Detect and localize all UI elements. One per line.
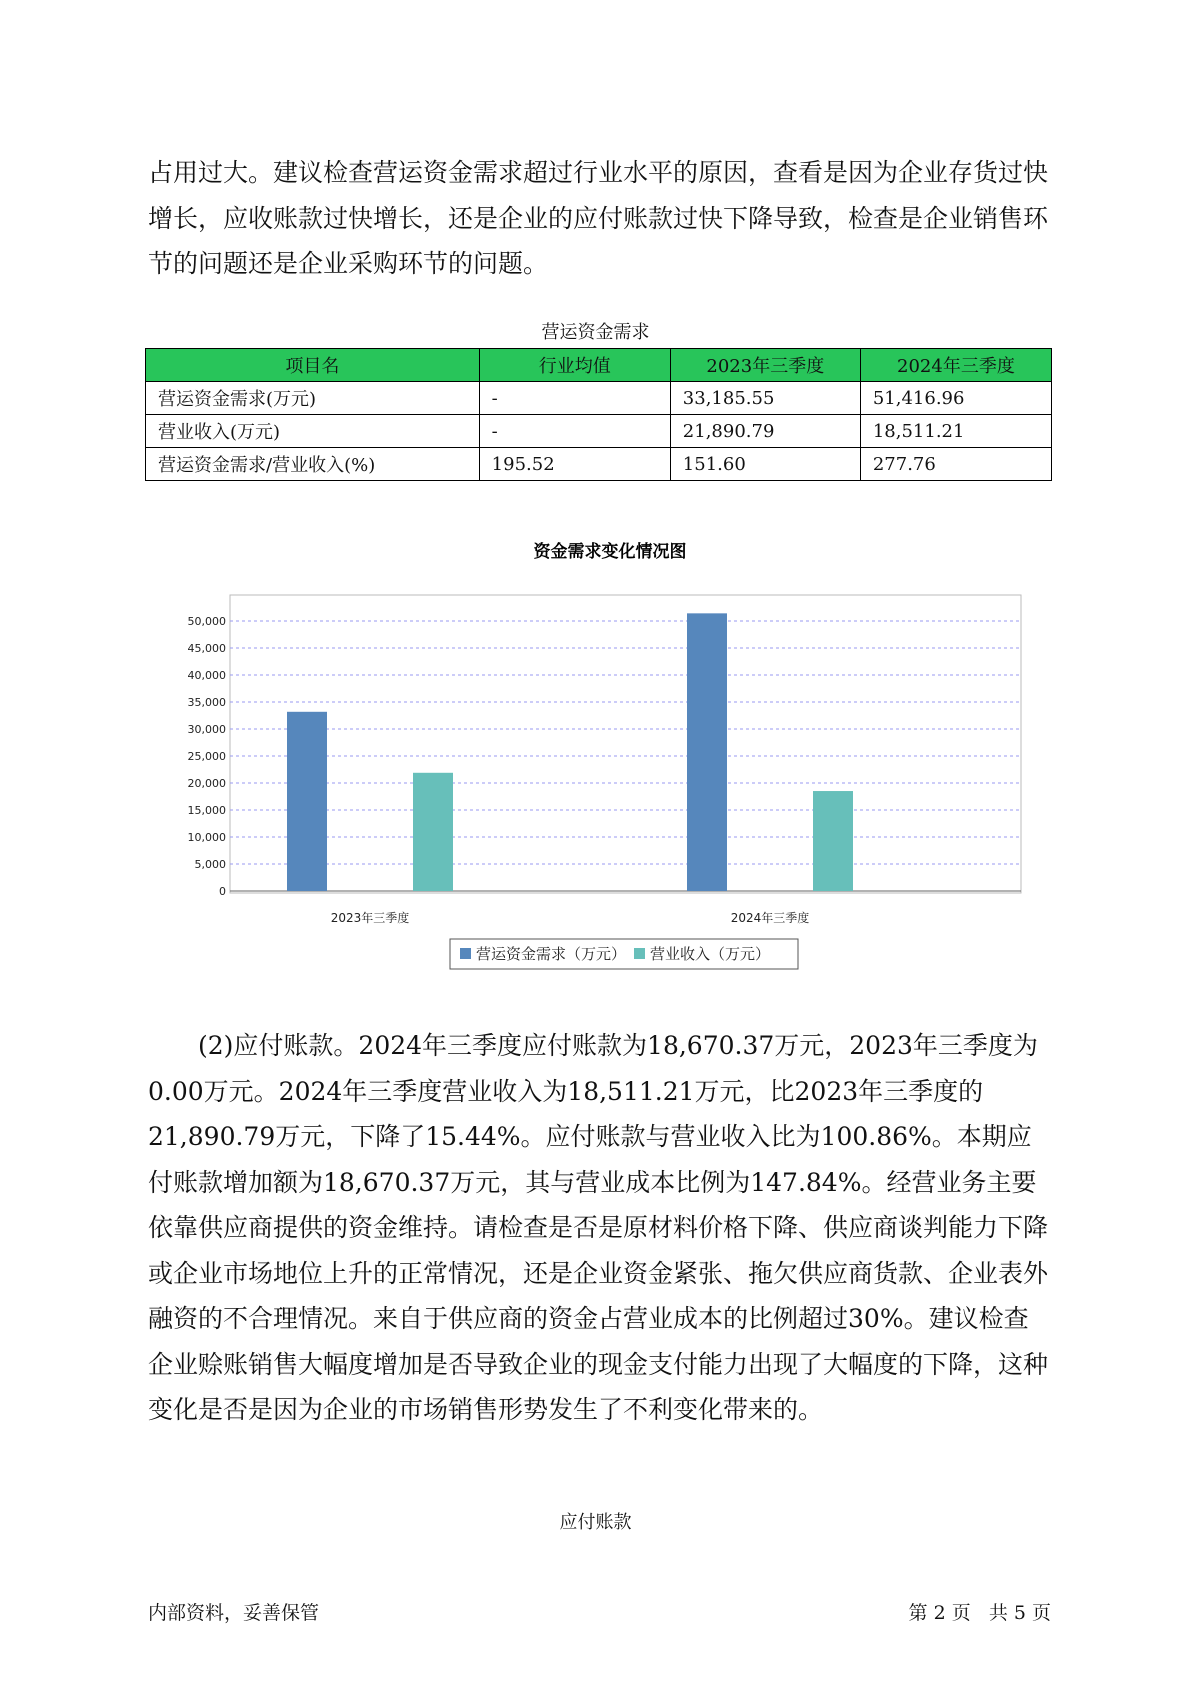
x-axis-categories xyxy=(331,910,810,925)
footer-page-number: 第 2 页 共 5 页 xyxy=(908,1602,1051,1624)
funding-demand-chart xyxy=(148,530,1048,990)
table-cell: 51,416.96 xyxy=(860,382,1051,415)
legend-swatch xyxy=(460,948,471,959)
y-tick-label: 30,000 xyxy=(187,723,226,736)
table-cell: 营业收入(万元) xyxy=(146,415,480,448)
header-cell: 行业均值 xyxy=(479,349,670,382)
table-cell: 277.76 xyxy=(860,448,1051,481)
x-category-label: 2023年三季度 xyxy=(330,911,410,925)
y-tick-label: 10,000 xyxy=(187,831,226,844)
legend-label: 营运资金需求（万元） xyxy=(476,945,627,963)
table-cell: 营运资金需求/营业收入(%) xyxy=(146,448,480,481)
y-axis-ticks xyxy=(188,615,227,898)
y-tick-label: 15,000 xyxy=(187,804,226,817)
plot-area xyxy=(230,595,1021,893)
header-cell: 项目名 xyxy=(146,349,480,382)
y-tick-label: 50,000 xyxy=(187,615,226,628)
y-tick-label: 25,000 xyxy=(187,750,226,763)
legend-swatch xyxy=(634,948,645,959)
y-tick-label: 45,000 xyxy=(187,642,226,655)
header-cell: 2024年三季度 xyxy=(860,349,1051,382)
paragraph-1: 占用过大。建议检查营运资金需求超过行业水平的原因，查看是因为企业存货过快增长，应收账款过快增长，还是企业的应付账款过快下降导致，检查是企业销售环节的问题还是企业采购环节的问题。 xyxy=(148,158,1049,278)
table-row xyxy=(146,415,1052,448)
bar-working-capital xyxy=(687,613,727,891)
bar-working-capital xyxy=(287,712,327,891)
y-tick-label: 20,000 xyxy=(187,777,226,790)
y-tick-label: 35,000 xyxy=(187,696,226,709)
header-cell: 2023年三季度 xyxy=(670,349,860,382)
y-tick-label: 0 xyxy=(219,885,226,898)
table-row xyxy=(146,382,1052,415)
table-header-row xyxy=(146,349,1052,382)
table-row xyxy=(146,448,1052,481)
bar-revenue xyxy=(813,791,853,891)
table-cell: - xyxy=(479,382,670,415)
chart-title: 资金需求变化情况图 xyxy=(533,542,687,562)
table-caption: 营运资金需求 xyxy=(541,322,650,343)
footer-left: 内部资料，妥善保管 xyxy=(148,1602,320,1624)
table2-caption: 应付账款 xyxy=(559,1512,632,1533)
table-cell: 18,511.21 xyxy=(860,415,1051,448)
bar-revenue xyxy=(413,773,453,891)
y-tick-label: 5,000 xyxy=(194,858,226,871)
working-capital-table xyxy=(145,348,1052,481)
table-cell: 21,890.79 xyxy=(670,415,860,448)
table-cell: 33,185.55 xyxy=(670,382,860,415)
table-cell: 195.52 xyxy=(479,448,670,481)
legend-label: 营业收入（万元） xyxy=(650,945,771,963)
y-tick-label: 40,000 xyxy=(187,669,226,682)
table-cell: 151.60 xyxy=(670,448,860,481)
chart-legend xyxy=(450,939,798,969)
table-cell: 营运资金需求(万元) xyxy=(146,382,480,415)
paragraph-2: (2)应付账款。2024年三季度应付账款为18,670.37万元，2023年三季度为0.00万元。2024年三季度营业收入为18,511.21万元，比2023年三季度的21,890.79万元，下降了15.44%。应付账款与营业收入比为100.86%。本期应付账款增加额为18,670.37万元，其与营业成本比例为147.84%。经营业务主要依靠供应商提供的资金维持。请检查是否是原材料价格下降、供应商谈判能力下降或企业市场地位上升的正常情况，还是企业资金紧张、拖欠供应商货款、企业表外融资的不合理情况。来自于供应商的资金占营业成本的比例超过30%。建议检查企业赊账销售大幅度增加是否导致企业的现金支付能力出现了大幅度的下降，这种变化是否是因为企业的市场销售形势发生了不利变化带来的。 xyxy=(148,1031,1049,1424)
table-cell: - xyxy=(479,415,670,448)
x-category-label: 2024年三季度 xyxy=(730,911,810,925)
